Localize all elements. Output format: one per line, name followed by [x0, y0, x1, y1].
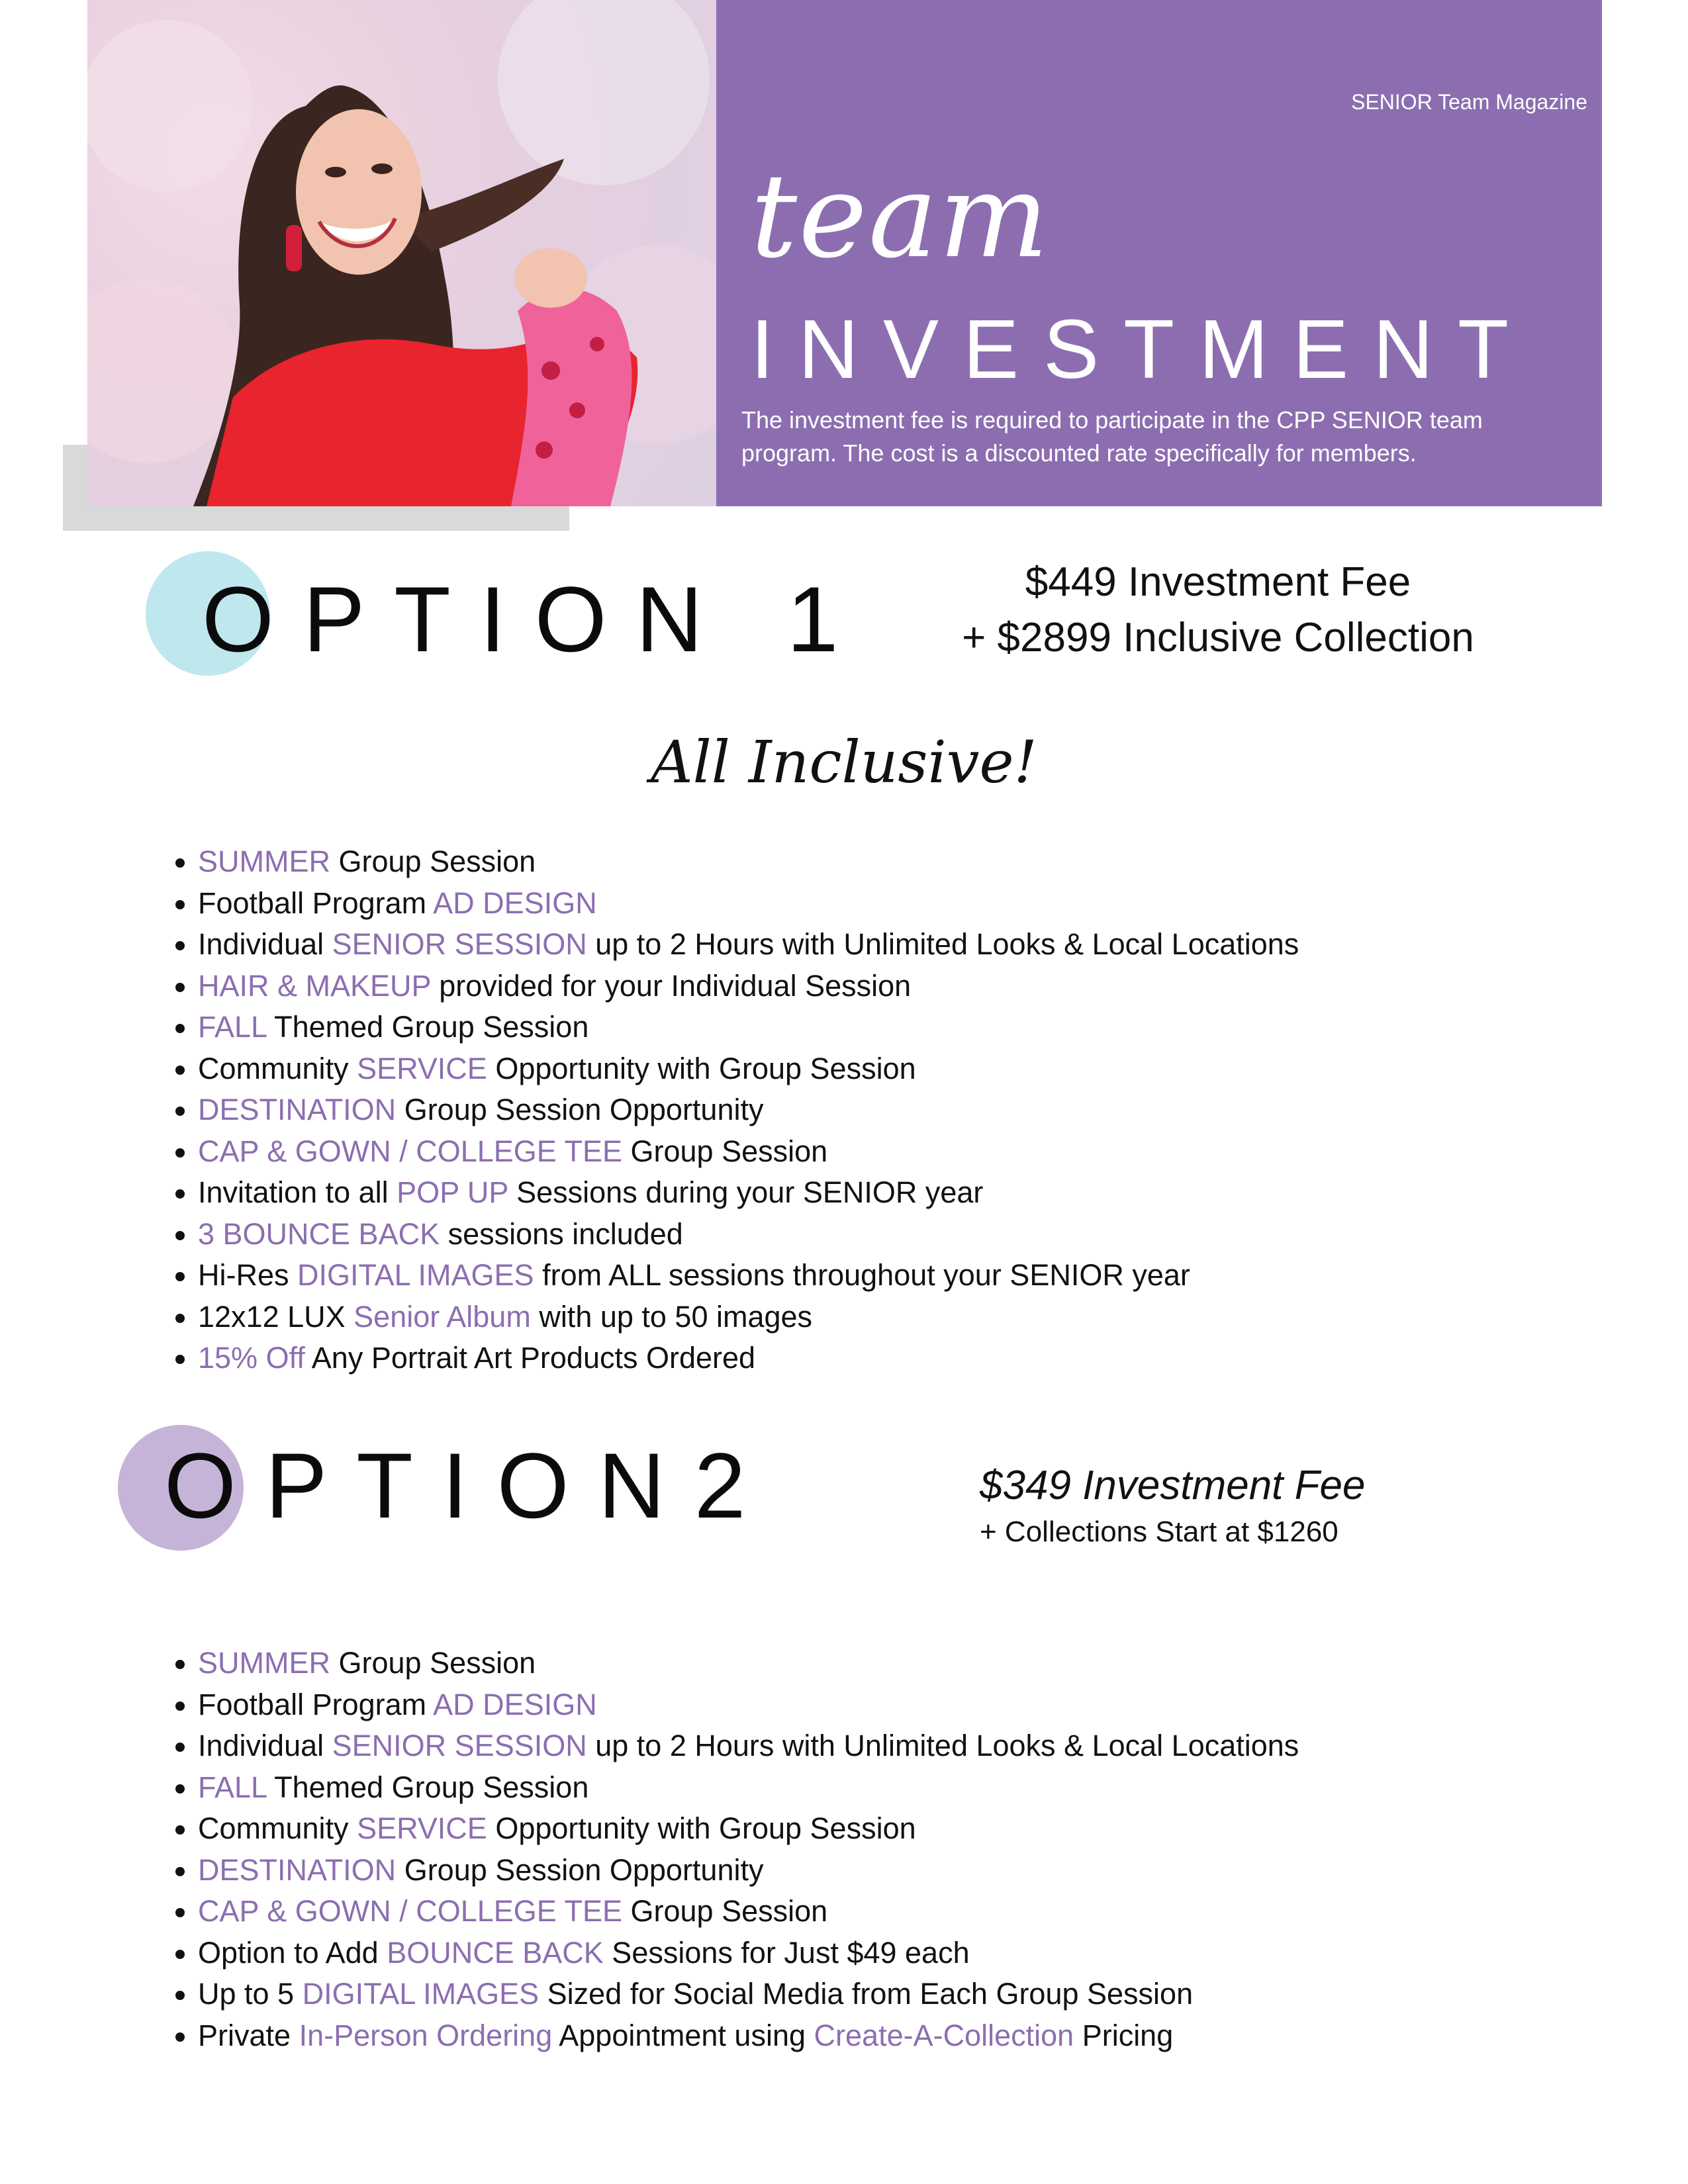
feature-text: from ALL sessions throughout your SENIOR year — [534, 1258, 1190, 1292]
feature-highlight: SERVICE — [357, 1811, 487, 1845]
feature-item — [198, 1808, 1299, 1850]
feature-item — [198, 966, 1299, 1007]
header-description: The investment fee is required to participate in the CPP SENIOR team program. The cost is a discounted rate specifically for members. — [741, 406, 1483, 467]
feature-item — [198, 2015, 1299, 2057]
feature-text: Invitation to all — [198, 1175, 397, 1209]
feature-highlight: Create-A-Collection — [814, 2018, 1074, 2052]
feature-item — [198, 1767, 1299, 1809]
feature-text: Community — [198, 1051, 357, 1085]
feature-highlight: SUMMER — [198, 1646, 330, 1680]
feature-highlight: FALL — [198, 1770, 267, 1804]
feature-text: provided for your Individual Session — [430, 968, 912, 1003]
feature-highlight: 15% Off — [198, 1341, 305, 1375]
feature-highlight: CAP & GOWN / COLLEGE TEE — [198, 1894, 623, 1928]
feature-highlight: DIGITAL IMAGES — [297, 1258, 534, 1292]
feature-highlight: SENIOR SESSION — [332, 1729, 587, 1762]
feature-highlight: HAIR & MAKEUP — [198, 968, 431, 1003]
feature-text: Football Program — [198, 1687, 434, 1721]
feature-highlight: 3 BOUNCE BACK — [198, 1216, 440, 1251]
feature-text: Sessions during your SENIOR year — [508, 1175, 984, 1209]
feature-item — [198, 1850, 1299, 1891]
feature-text: Appointment using — [552, 2018, 814, 2052]
option1-title: OPTION 1 — [202, 567, 868, 671]
feature-text: Up to 5 — [198, 1977, 303, 2011]
feature-highlight: POP UP — [397, 1175, 508, 1209]
portrait-illustration — [87, 0, 716, 506]
feature-item — [198, 1297, 1299, 1338]
magazine-label: SENIOR Team Magazine — [1351, 90, 1587, 114]
feature-highlight: SUMMER — [198, 844, 330, 878]
feature-item — [198, 1089, 1299, 1131]
feature-text: Football Program — [198, 886, 434, 920]
feature-text: Pricing — [1074, 2018, 1174, 2052]
feature-text: sessions included — [440, 1216, 683, 1251]
feature-item — [198, 1974, 1299, 2015]
script-title: team — [751, 150, 1051, 284]
feature-highlight: DESTINATION — [198, 1852, 397, 1887]
feature-text: Opportunity with Group Session — [487, 1051, 916, 1085]
feature-text: Any Portrait Art Products Ordered — [305, 1341, 756, 1375]
option1-collection: + $2899 Inclusive Collection — [962, 615, 1474, 660]
option1-feature-list — [156, 841, 1299, 1379]
feature-item — [198, 841, 1299, 883]
feature-text: Individual — [198, 1729, 332, 1762]
feature-text: up to 2 Hours with Unlimited Looks & Local Locations — [586, 1729, 1299, 1762]
feature-item — [198, 1214, 1299, 1255]
option2-fee: $349 Investment Fee — [980, 1463, 1366, 1508]
feature-item — [198, 1338, 1299, 1379]
feature-text: Group Session — [622, 1134, 828, 1168]
feature-item — [198, 1725, 1299, 1767]
option1-tagline: All Inclusive! — [651, 728, 1037, 796]
feature-item — [198, 1131, 1299, 1173]
feature-highlight: Senior Album — [353, 1299, 531, 1334]
feature-highlight: SERVICE — [357, 1051, 487, 1085]
option2-title: OPTION2 — [164, 1433, 775, 1537]
feature-text: Group Session — [330, 844, 536, 878]
feature-highlight: SENIOR SESSION — [332, 927, 587, 961]
feature-highlight: FALL — [198, 1010, 267, 1044]
page-title: INVESTMENT — [751, 302, 1534, 396]
feature-item — [198, 1255, 1299, 1297]
feature-text: Sized for Social Media from Each Group Session — [539, 1977, 1194, 2011]
option2-price — [980, 1459, 1456, 1552]
option1-price — [914, 555, 1523, 666]
option2-collection: + Collections Start at $1260 — [980, 1516, 1338, 1548]
feature-highlight: BOUNCE BACK — [387, 1935, 604, 1970]
feature-item — [198, 1643, 1299, 1684]
feature-item — [198, 924, 1299, 966]
feature-highlight: AD DESIGN — [433, 886, 597, 920]
feature-text: Themed Group Session — [266, 1010, 589, 1044]
header-panel — [716, 0, 1602, 506]
feature-text: Private — [198, 2018, 299, 2052]
feature-text: 12x12 LUX — [198, 1299, 354, 1334]
feature-highlight: CAP & GOWN / COLLEGE TEE — [198, 1134, 623, 1168]
feature-text: up to 2 Hours with Unlimited Looks & Local Locations — [586, 927, 1299, 961]
feature-item — [198, 883, 1299, 925]
feature-text: Individual — [198, 927, 332, 961]
feature-text: Group Session — [330, 1646, 536, 1680]
feature-text: Group Session — [622, 1894, 828, 1928]
feature-text: Opportunity with Group Session — [487, 1811, 916, 1845]
option1-fee: $449 Investment Fee — [1025, 559, 1411, 605]
feature-highlight: In-Person Ordering — [299, 2018, 553, 2052]
feature-highlight: AD DESIGN — [433, 1687, 597, 1721]
feature-text: Sessions for Just $49 each — [603, 1935, 970, 1970]
feature-text: Community — [198, 1811, 357, 1845]
feature-item — [198, 1007, 1299, 1048]
feature-text: Themed Group Session — [266, 1770, 589, 1804]
senior-portrait-photo — [87, 0, 716, 506]
feature-text: with up to 50 images — [530, 1299, 813, 1334]
feature-item — [198, 1172, 1299, 1214]
feature-text: Hi-Res — [198, 1258, 298, 1292]
feature-highlight: DESTINATION — [198, 1093, 397, 1126]
feature-item — [198, 1933, 1299, 1974]
feature-item — [198, 1048, 1299, 1090]
feature-item — [198, 1684, 1299, 1726]
feature-item — [198, 1891, 1299, 1933]
feature-highlight: DIGITAL IMAGES — [302, 1977, 539, 2011]
option2-feature-list — [156, 1643, 1299, 2056]
feature-text: Group Session Opportunity — [396, 1852, 764, 1887]
feature-text: Group Session Opportunity — [396, 1093, 764, 1126]
feature-text: Option to Add — [198, 1935, 387, 1970]
